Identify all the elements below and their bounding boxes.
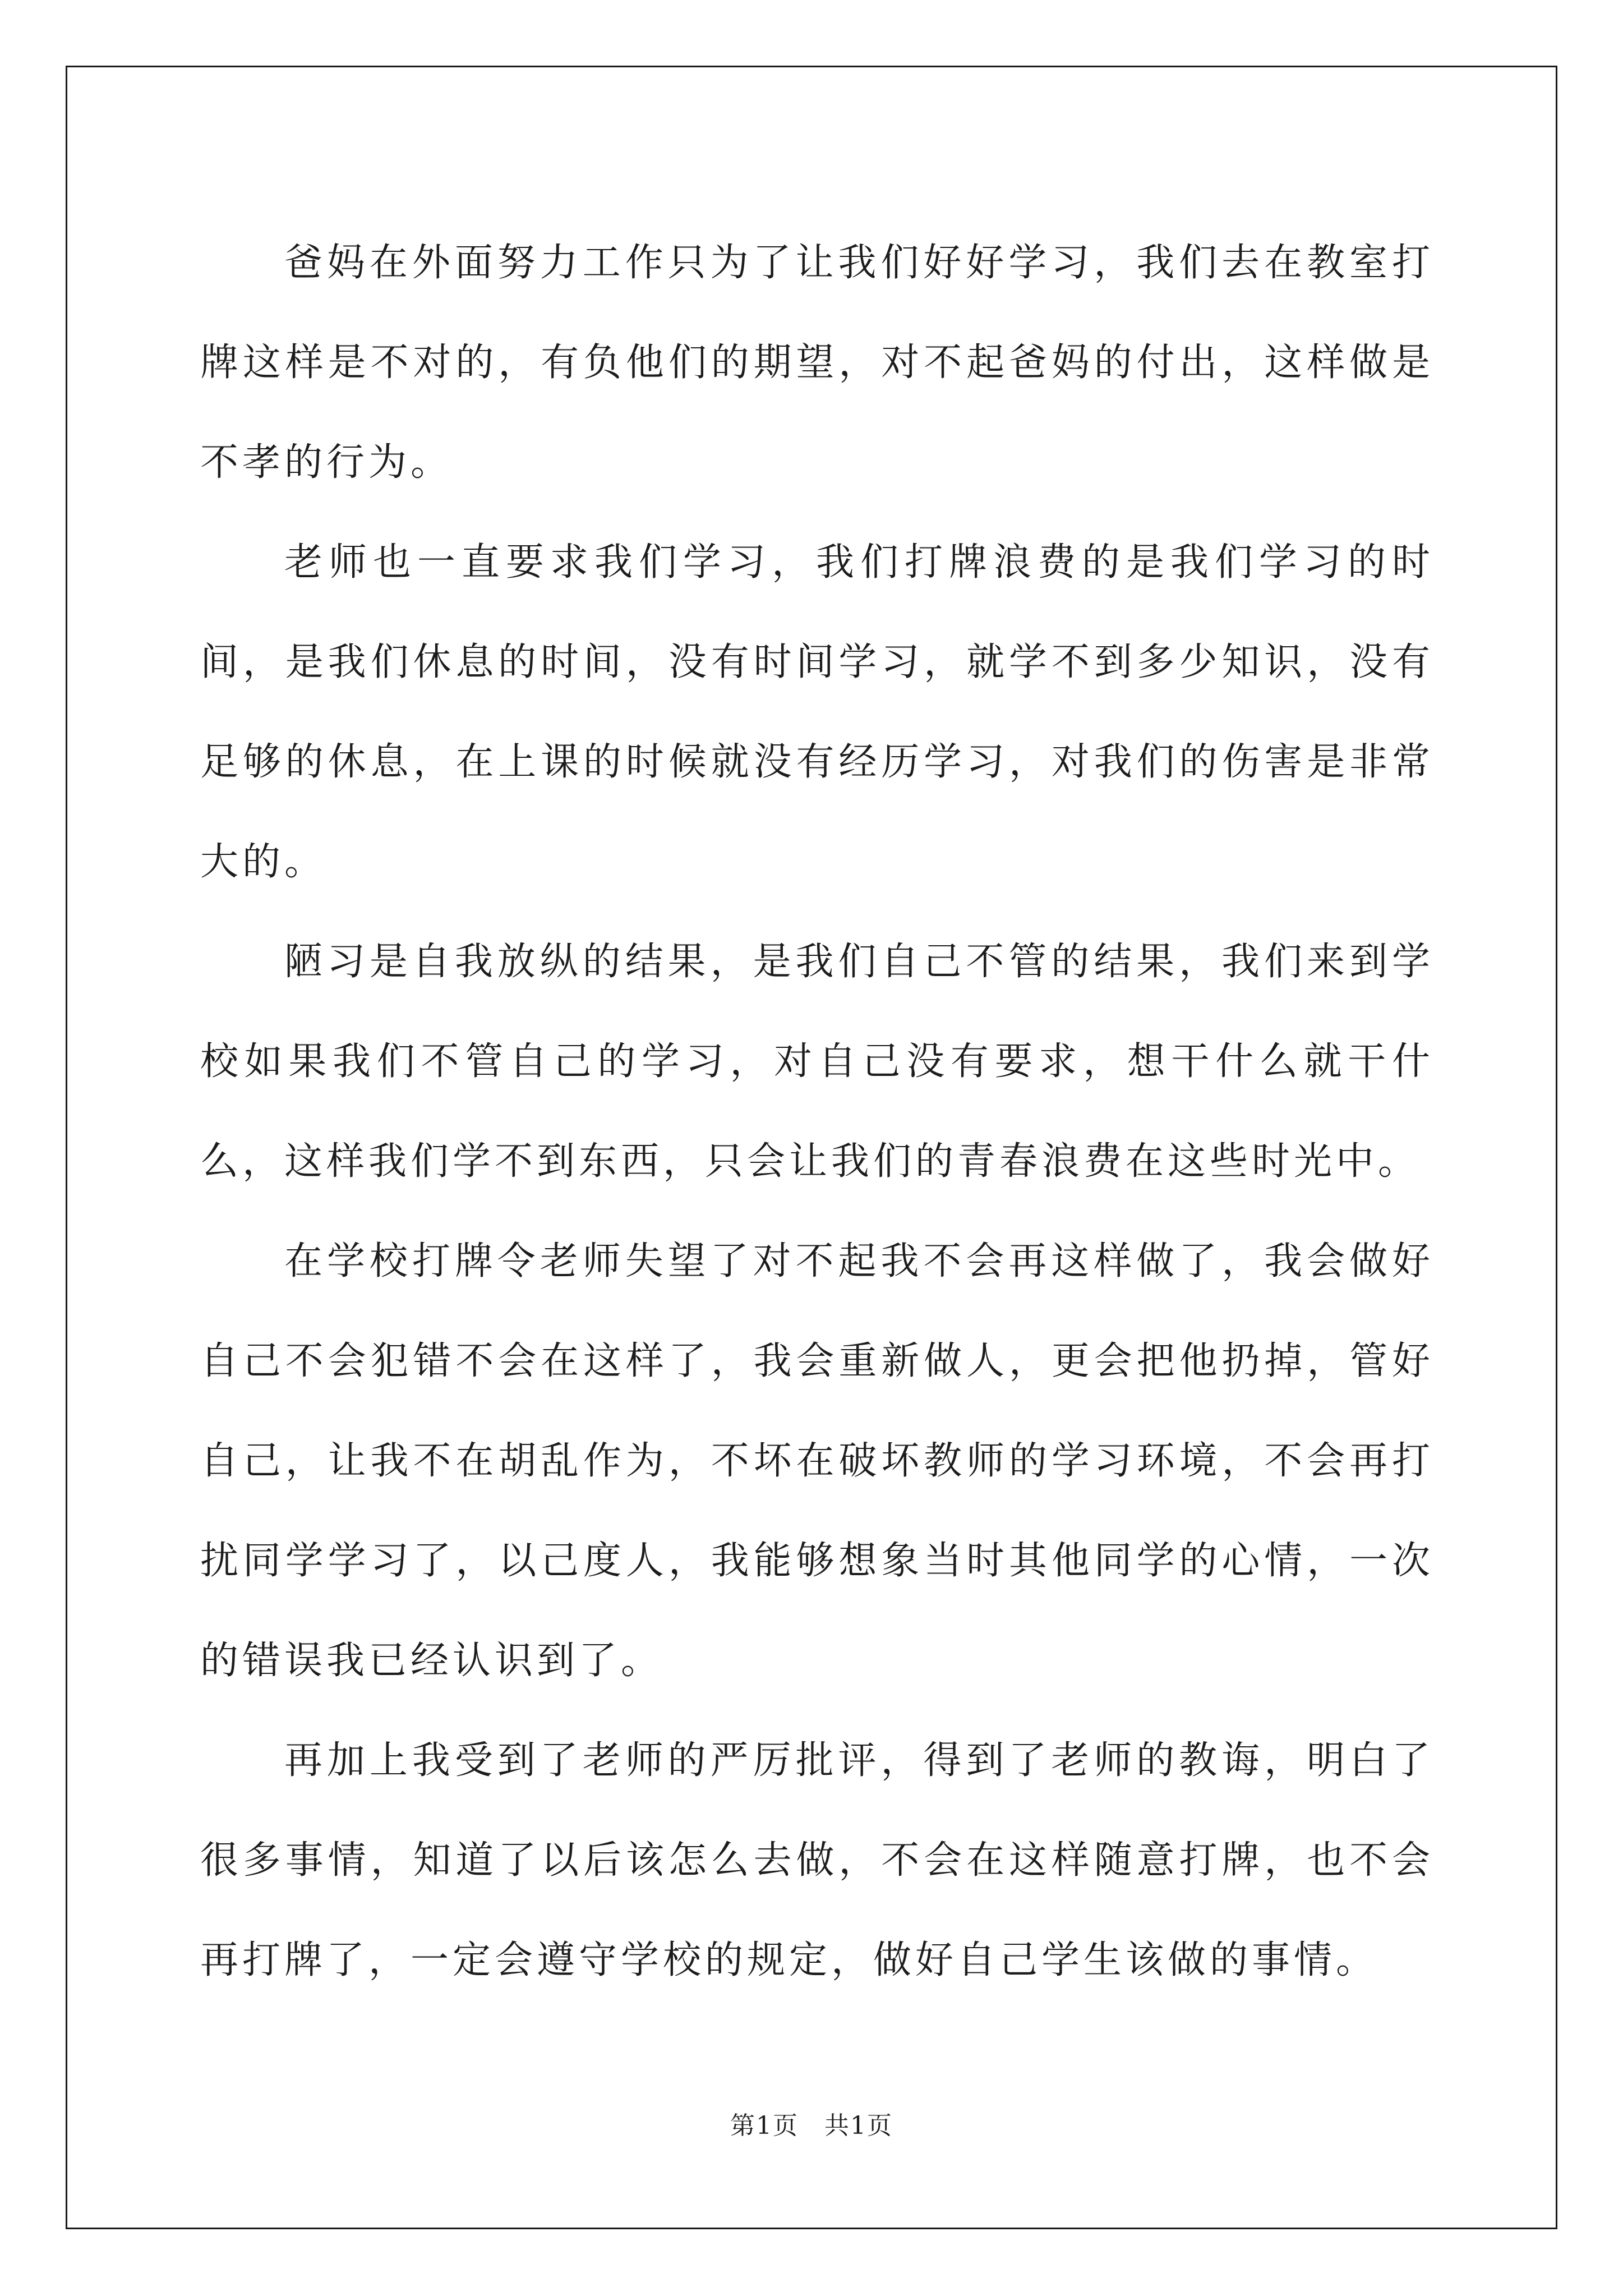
- paragraph-1: 爸妈在外面努力工作只为了让我们好好学习，我们去在教室打牌这样是不对的，有负他们的期望，对不起爸妈的付出，这样做是不孝的行为。: [200, 241, 1434, 485]
- paragraph-2: 老师也一直要求我们学习，我们打牌浪费的是我们学习的时间，是我们休息的时间，没有时间学习，就学不到多少知识，没有足够的休息，在上课的时候就没有经历学习，对我们的伤害是非常大的。: [200, 540, 1434, 884]
- paragraph-4: 在学校打牌令老师失望了对不起我不会再这样做了，我会做好自己不会犯错不会在这样了，我会重新做人，更会把他扔掉，管好自己，让我不在胡乱作为，不坏在破坏教师的学习环境，不会再打扰同学学习了，以己度人，我能够想象当时其他同学的心情，一次的错误我已经认识到了。: [200, 1239, 1434, 1683]
- document-body: [200, 213, 1434, 2010]
- paragraph-5: 再加上我受到了老师的严厉批评，得到了老师的教诲，明白了很多事情，知道了以后该怎么去做，不会在这样随意打牌，也不会再打牌了，一定会遵守学校的规定，做好自己学生该做的事情。: [200, 1738, 1434, 1982]
- paragraph-3: 陋习是自我放纵的结果，是我们自己不管的结果，我们来到学校如果我们不管自己的学习，对自己没有要求，想干什么就干什么，这样我们学不到东西，只会让我们的青春浪费在这些时光中。: [200, 940, 1434, 1184]
- page-number-footer: 第1页 共1页: [730, 2111, 893, 2140]
